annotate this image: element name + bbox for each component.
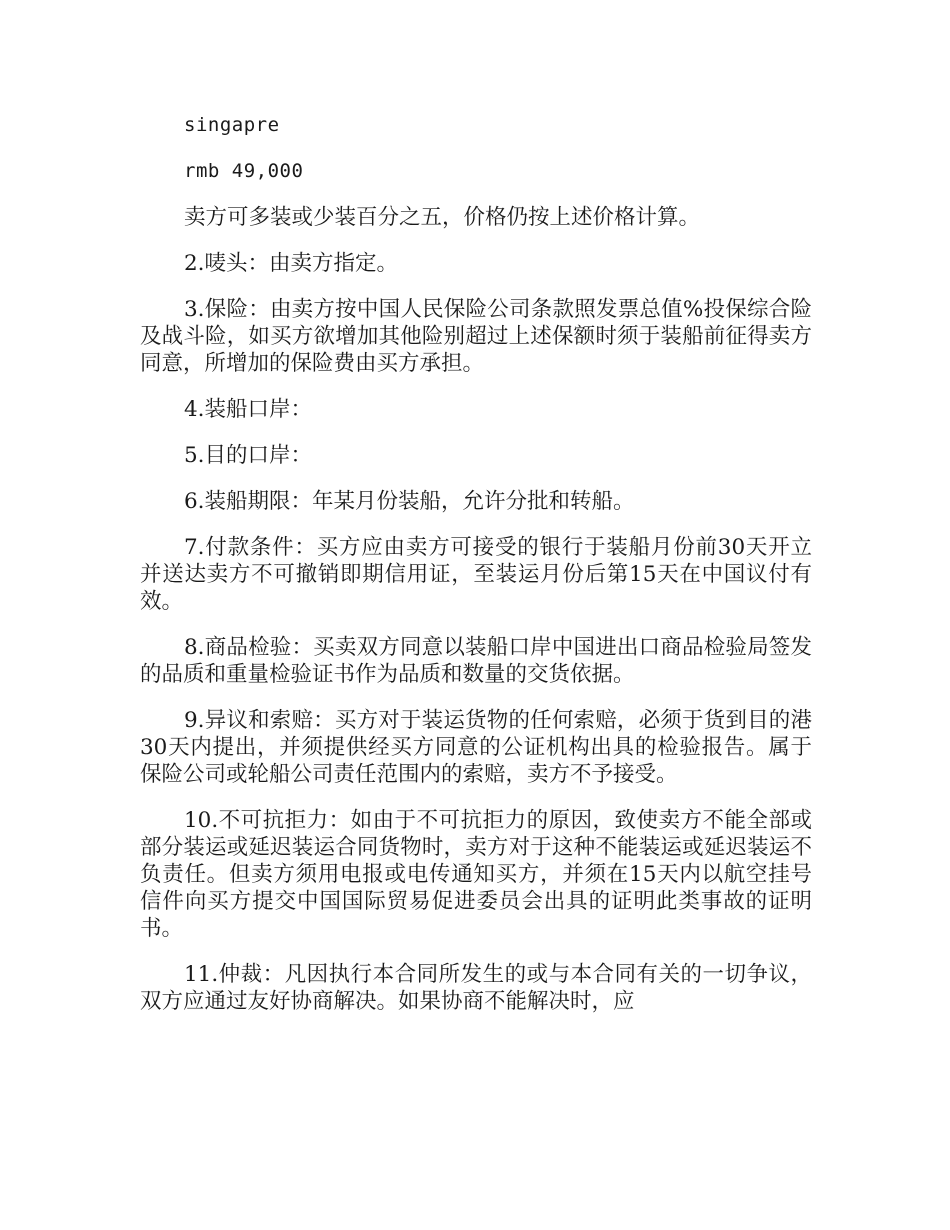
paragraph-destination-port: 5.目的口岸： [184,443,313,468]
paragraph-quantity-tolerance: 卖方可多装或少装百分之五，价格仍按上述价格计算。 [184,205,701,230]
paragraph-shipping-marks: 2.唛头：由卖方指定。 [184,251,399,276]
paragraph-insurance: 3.保险：由卖方按中国人民保险公司条款照发票总值%投保综合险及战斗险，如买方欲增加其他险别超过上述保额时须于装船前征得卖方同意，所增加的保险费由买方承担。 [140,297,812,376]
document-body [140,112,812,1034]
paragraph-arbitration: 11.仲裁：凡因执行本合同所发生的或与本合同有关的一切争议，双方应通过友好协商解决。如果协商不能解决时，应 [140,962,812,1014]
paragraph-amount: rmb 49,000 [184,160,304,182]
paragraph-inspection: 8.商品检验：买卖双方同意以装船口岸中国进出口商品检验局签发的品质和重量检验证书作为品质和数量的交货依据。 [140,635,812,687]
paragraph-payment-terms: 7.付款条件：买方应由卖方可接受的银行于装船月份前30天开立并送达卖方不可撤销即期信用证，至装运月份后第15天在中国议付有效。 [140,535,812,614]
paragraph-shipment-period: 6.装船期限：年某月份装船，允许分批和转船。 [184,489,635,514]
paragraph-destination: singapre [184,114,280,136]
paragraph-force-majeure: 10.不可抗拒力：如由于不可抗拒力的原因，致使卖方不能全部或部分装运或延迟装运合同货物时，卖方对于这种不能装运或延迟装运不负责任。但卖方须用电报或电传通知买方，并须在15天内以航空挂号信件向买方提交中国国际贸易促进委员会出具的证明此类事故的证明书。 [140,808,812,941]
paragraph-claims: 9.异议和索赔：买方对于装运货物的任何索赔，必须于货到目的港30天内提出，并须提供经买方同意的公证机构出具的检验报告。属于保险公司或轮船公司责任范围内的索赔，卖方不予接受。 [140,708,812,787]
paragraph-loading-port: 4.装船口岸： [184,397,313,422]
